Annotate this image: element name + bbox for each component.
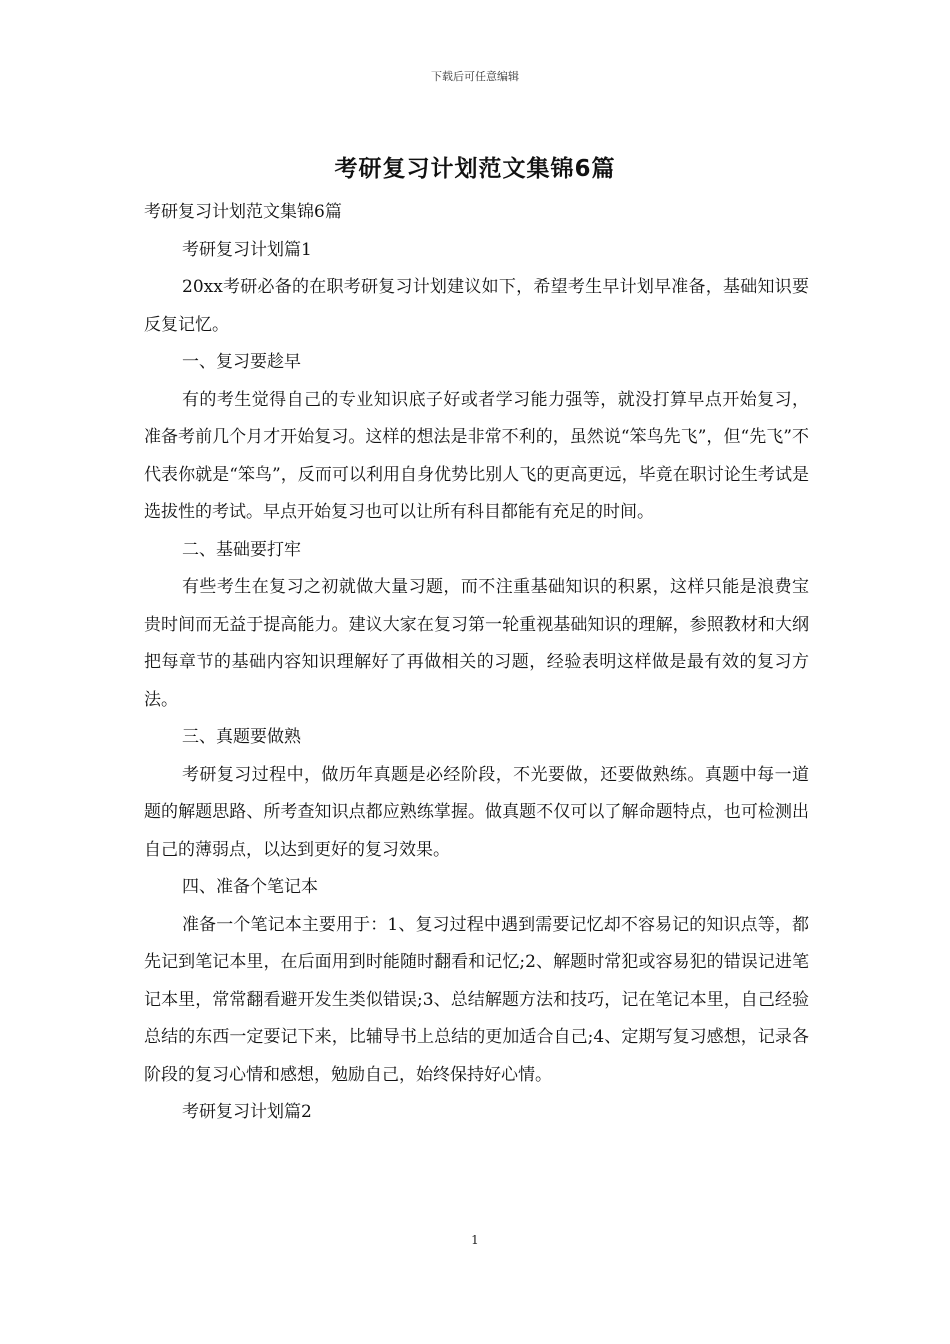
body-paragraph: 考研复习计划篇2 xyxy=(182,1102,312,1122)
document-title: 考研复习计划范文集锦6篇 xyxy=(334,156,616,182)
document-body xyxy=(144,194,809,1132)
body-paragraph: 有些考生在复习之初就做大量习题，而不注重基础知识的积累，这样只能是浪费宝贵时间而无益于提高能力。建议大家在复习第一轮重视基础知识的理解，参照教材和大纲把每章节的基础内容知识理解好了再做相关的习题，经验表明这样做是最有效的复习方法。 xyxy=(144,577,809,710)
header-note: 下载后可任意编辑 xyxy=(431,70,519,83)
body-paragraph: 四、准备个笔记本 xyxy=(182,877,318,897)
body-paragraph: 考研复习过程中，做历年真题是必经阶段，不光要做，还要做熟练。真题中每一道题的解题思路、所考查知识点都应熟练掌握。做真题不仅可以了解命题特点，也可检测出自己的薄弱点，以达到更好的复习效果。 xyxy=(144,764,809,860)
body-paragraph: 考研复习计划篇1 xyxy=(182,239,312,260)
body-paragraph: 一、复习要趁早 xyxy=(182,352,301,372)
body-paragraph: 三、真题要做熟 xyxy=(182,727,301,747)
body-paragraph: 二、基础要打牢 xyxy=(182,539,301,560)
document-subtitle: 考研复习计划范文集锦6篇 xyxy=(144,202,342,222)
body-paragraph: 20xx考研必备的在职考研复习计划建议如下，希望考生早计划早准备，基础知识要反复记忆。 xyxy=(144,277,809,335)
body-paragraph: 准备一个笔记本主要用于：1、复习过程中遇到需要记忆却不容易记的知识点等，都先记到笔记本里，在后面用到时能随时翻看和记忆;2、解题时常犯或容易犯的错误记进笔记本里，常常翻看避开发生类似错误;3、总结解题方法和技巧，记在笔记本里，自己经验总结的东西一定要记下来，比辅导书上总结的更加适合自己;4、定期写复习感想，记录各阶段的复习心情和感想，勉励自己，始终保持好心情。 xyxy=(144,914,809,1085)
page-number: 1 xyxy=(471,1233,479,1247)
body-paragraph: 有的考生觉得自己的专业知识底子好或者学习能力强等，就没打算早点开始复习，准备考前几个月才开始复习。这样的想法是非常不利的，虽然说“笨鸟先飞”，但“先飞”不代表你就是“笨鸟”，反而可以利用自身优势比别人飞的更高更远，毕竟在职讨论生考试是选拔性的考试。早点开始复习也可以让所有科目都能有充足的时间。 xyxy=(144,389,809,522)
